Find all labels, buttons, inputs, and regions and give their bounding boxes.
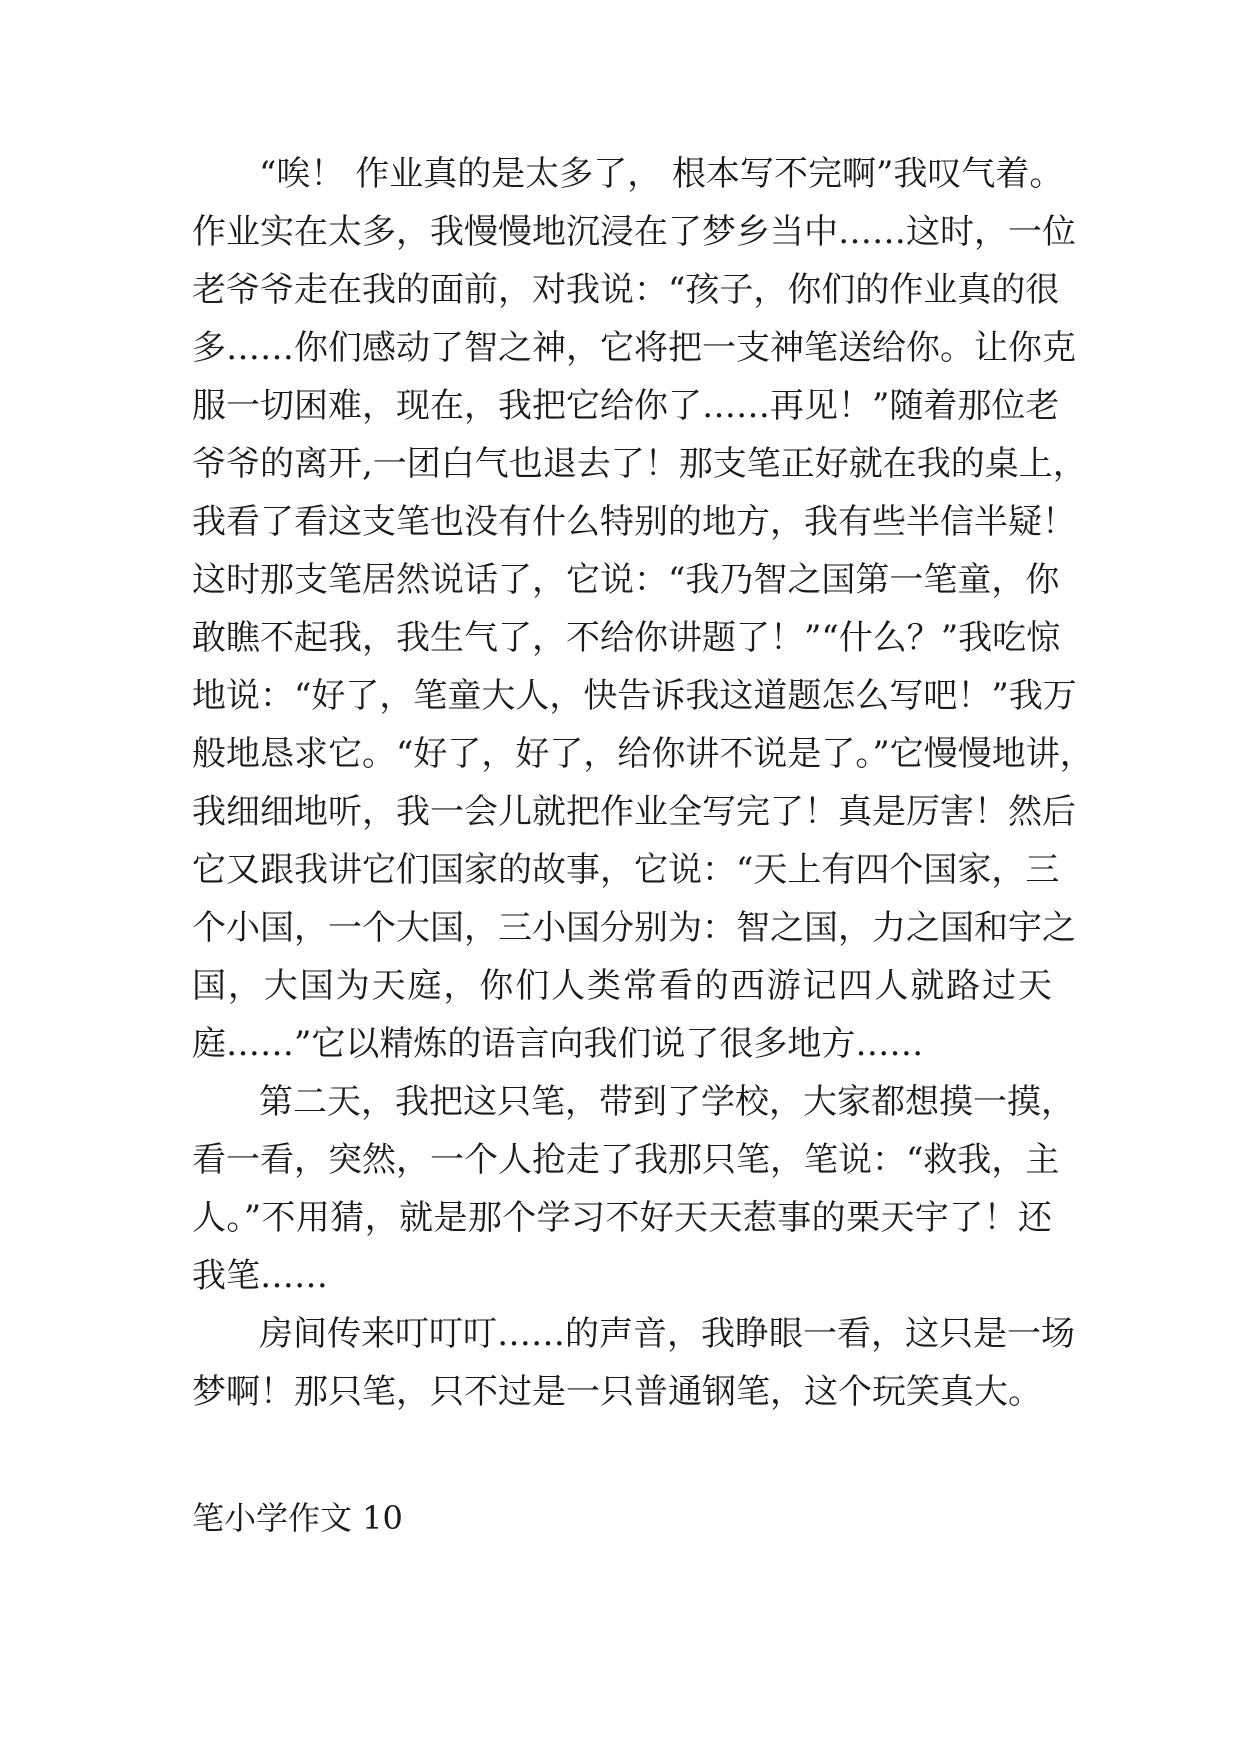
paragraph-2-line-2: 看一看，突然，一个人抢走了我那只笔，笔说：“救我，主 — [192, 1140, 1060, 1180]
paragraph-1-line-11: 般地恳求它。“好了，好了，给你讲不说是了。”它慢慢地讲， — [192, 734, 1094, 774]
paragraph-1-line-5: 服一切困难，现在，我把它给你了……再见！”随着那位老 — [192, 386, 1060, 426]
paragraph-1-line-10: 地说：“好了，笔童大人，快告诉我这道题怎么写吧！”我万 — [192, 676, 1077, 716]
paragraph-1-line-14: 个小国，一个大国，三小国分别为：智之国，力之国和宇之 — [192, 908, 1076, 948]
next-essay-heading: 笔小学作文 10 — [192, 1499, 403, 1537]
paragraph-2-line-4: 我笔…… — [192, 1256, 328, 1296]
paragraph-1-line-16: 庭……”它以精炼的语言向我们说了很多地方…… — [192, 1024, 924, 1064]
paragraph-1-line-4: 多……你们感动了智之神，它将把一支神笔送给你。让你克 — [192, 328, 1076, 368]
paragraph-2-line-1: 第二天，我把这只笔，带到了学校，大家都想摸一摸， — [259, 1082, 1075, 1122]
paragraph-1-line-7: 我看了看这支笔也没有什么特别的地方，我有些半信半疑！ — [192, 502, 1076, 542]
paragraph-1-line-12: 我细细地听，我一会儿就把作业全写完了！真是厉害！然后 — [192, 792, 1076, 832]
paragraph-1-line-6: 爷爷的离开,一团白气也退去了！那支笔正好就在我的桌上， — [192, 444, 1087, 484]
paragraph-1-line-2: 作业实在太多，我慢慢地沉浸在了梦乡当中……这时，一位 — [192, 212, 1076, 252]
paragraph-1-line-13: 它又跟我讲它们国家的故事，它说：“天上有四个国家，三 — [192, 850, 1060, 890]
paragraph-1-line-9: 敢瞧不起我，我生气了，不给你讲题了！”“什么？”我吃惊 — [192, 618, 1061, 658]
paragraph-2-line-3: 人。”不用猜，就是那个学习不好天天惹事的栗天宇了！还 — [192, 1198, 1052, 1238]
paragraph-1-line-3: 老爷爷走在我的面前，对我说：“孩子，你们的作业真的很 — [192, 270, 1060, 310]
paragraph-3-line-2: 梦啊！那只笔，只不过是一只普通钢笔，这个玩笑真大。 — [192, 1372, 1042, 1412]
paragraph-1-line-15: 国，大国为天庭，你们人类常看的西游记四人就路过天 — [192, 966, 1052, 1006]
paragraph-3-line-1: 房间传来叮叮叮……的声音，我睁眼一看，这只是一场 — [259, 1314, 1075, 1354]
paragraph-1-line-8: 这时那支笔居然说话了，它说：“我乃智之国第一笔童，你 — [192, 560, 1060, 600]
paragraph-1-line-1: “唉！ 作业真的是太多了， 根本写不完啊”我叹气着。 — [259, 154, 1064, 194]
